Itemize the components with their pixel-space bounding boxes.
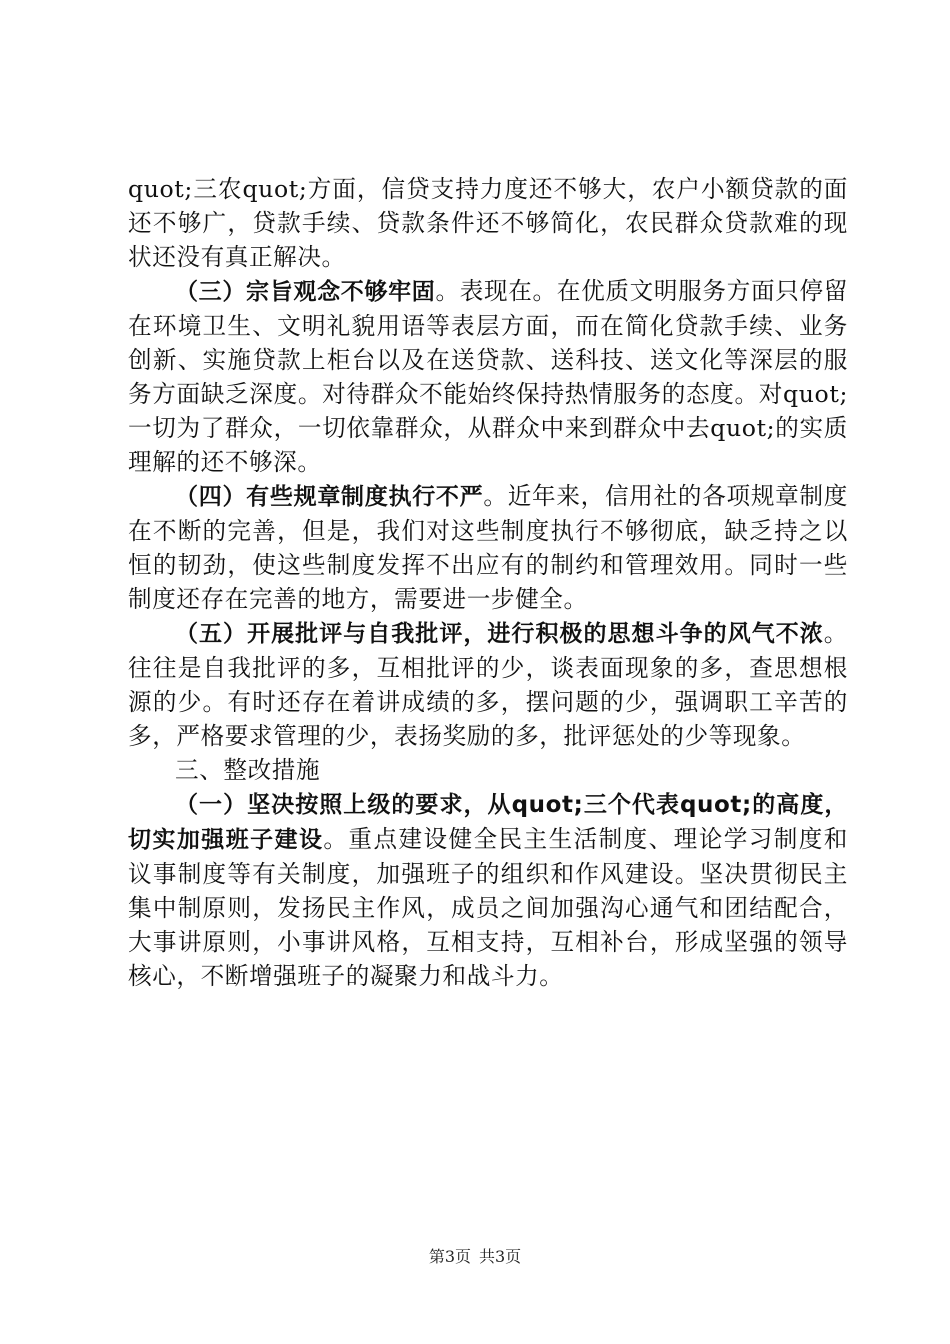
document-body (128, 172, 848, 993)
page-number-current: 第3页 (428, 1247, 471, 1266)
paragraph-rural-credit (128, 172, 848, 274)
paragraph-heading: （一）坚决按照上级的要求，从quot;三个代表quot;的高度，切实加强班子建设 (128, 792, 848, 853)
paragraph-text: 。重点建设健全民主生活制度、理论学习制度和议事制度等有关制度，加强班子的组织和作风建设。坚决贯彻民主集中制原则，发扬民主作风，成员之间加强沟心通气和团结配合，大事讲原则，小事讲风格，互相支持，互相补台，形成坚强的领导核心，不断增强班子的凝聚力和战斗力。 (128, 825, 848, 990)
paragraph-criticism (128, 616, 848, 753)
paragraph-rules-enforcement (128, 479, 848, 616)
paragraph-heading: （三）宗旨观念不够牢固 (175, 279, 436, 305)
paragraph-team-building (128, 787, 848, 993)
paragraph-text: 。近年来，信用社的各项规章制度在不断的完善，但是，我们对这些制度执行不够彻底，缺乏持之以恒的韧劲，使这些制度发挥不出应有的制约和管理效用。同时一些制度还存在完善的地方，需要进一步健全。 (128, 482, 848, 613)
section-title-text: 三、整改措施 (175, 756, 321, 784)
paragraph-text: 。往往是自我批评的多，互相批评的少，谈表面现象的多，查思想根源的少。有时还存在着讲成绩的多，摆问题的少，强调职工辛苦的多，严格要求管理的少，表扬奖励的多，批评惩处的少等现象。 (128, 619, 848, 750)
paragraph-text: quot;三农quot;方面，信贷支持力度还不够大，农户小额贷款的面还不够广，贷款手续、贷款条件还不够简化，农民群众贷款难的现状还没有真正解决。 (128, 175, 848, 271)
paragraph-heading: （四）有些规章制度执行不严 (175, 484, 484, 510)
paragraph-service-concept (128, 274, 848, 479)
section-title-rectification (128, 753, 848, 787)
page-footer (0, 1244, 950, 1267)
paragraph-heading: （五）开展批评与自我批评，进行积极的思想斗争的风气不浓 (175, 621, 824, 647)
page-number-total: 共3页 (479, 1247, 522, 1266)
paragraph-text: 。表现在。在优质文明服务方面只停留在环境卫生、文明礼貌用语等表层方面，而在简化贷款手续、业务创新、实施贷款上柜台以及在送贷款、送科技、送文化等深层的服务方面缺乏深度。对待群众不能始终保持热情服务的态度。对quot;一切为了群众，一切依靠群众，从群众中来到群众中去quot;的实质理解的还不够深。 (128, 277, 848, 476)
